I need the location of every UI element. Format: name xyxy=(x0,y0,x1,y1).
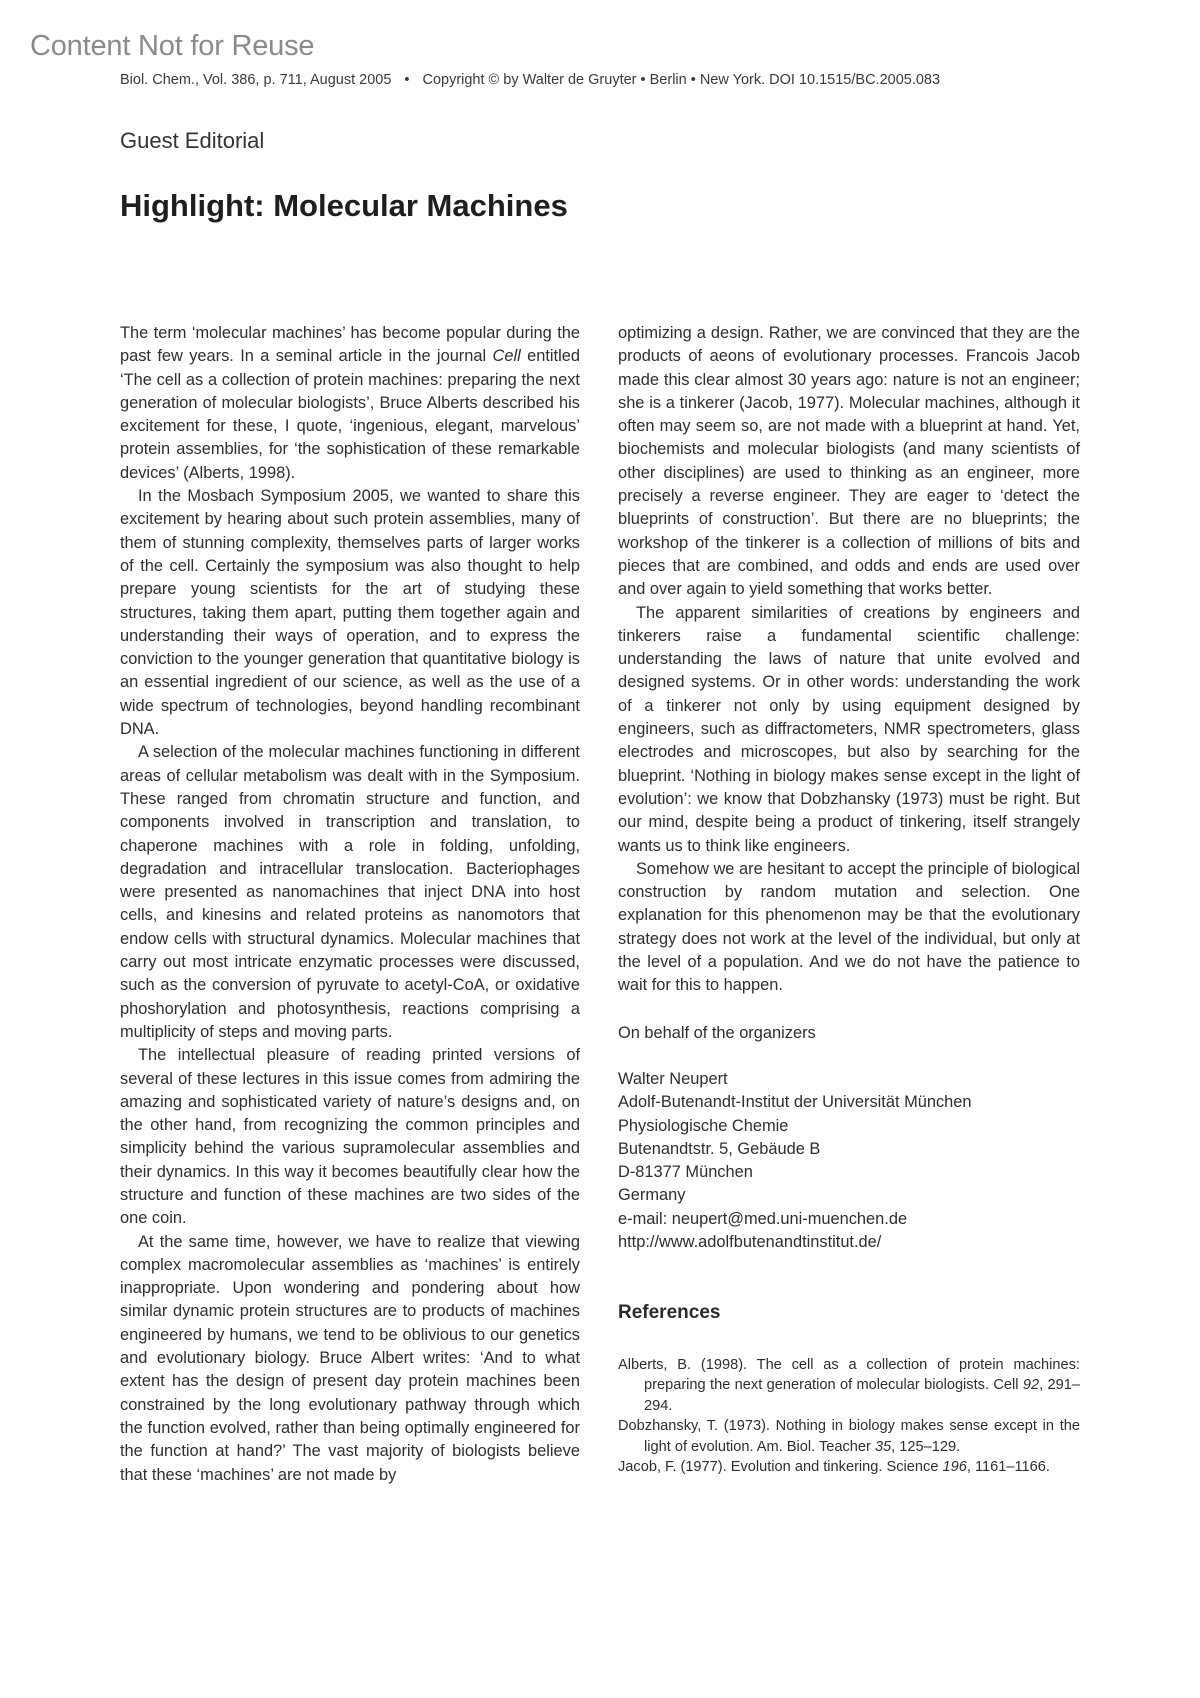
paragraph-5-continued: optimizing a design. Rather, we are convinced that they are the products of aeons of evolutionary processes. Francois Jacob made this clear almost 30 years ago: nature is not an engineer; she is a tinkerer (Jacob, 1977). Molecular machines, although it often may seem so, are not made with a blueprint at hand. Yet, biochemists and molecular biologists (and many scientists of other disciplines) are used to thinking as an engineer, more precisely a reverse engineer. They are eager to ‘detect the blueprints of construction’. But there are no blueprints; the workshop of the tinkerer is a collection of millions of bits and pieces that are combined, and odds and ends are used over and over again to yield something that works better. xyxy=(618,324,1080,599)
paragraph-4: The intellectual pleasure of reading printed versions of several of these lectures in this issue comes from admiring the amazing and sophisticated variety of nature’s designs and, on the other hand, from recognizing the common principles and simplicity behind the various supramolecular assemblies and their dynamics. In this way it becomes beautifully clear how the structure and function of these machines are two sides of the one coin. xyxy=(120,1046,580,1228)
author-department: Physiologische Chemie xyxy=(618,1116,789,1135)
reference-item: Dobzhansky, T. (1973). Nothing in biology makes sense except in the light of evolution. Am. Biol. Teacher 35, 125–129. xyxy=(618,1418,1080,1455)
references-heading: References xyxy=(618,1302,721,1324)
author-country: Germany xyxy=(618,1186,686,1205)
paragraph-7: Somehow we are hesitant to accept the principle of biological construction by random mutation and selection. One explanation for this phenomenon may be that the evolutionary strategy does not work at the level of the individual, but only at the level of a population. And we do not have the patience to wait for this to happen. xyxy=(618,859,1080,995)
author-institute: Adolf-Butenandt-Institut der Universität München xyxy=(618,1093,972,1112)
paragraph-1: The term ‘molecular machines’ has become popular during the past few years. In a seminal article in the journal Cell entitled ‘The cell as a collection of protein machines: preparing the next generation of molecular biologists’, Bruce Alberts described his excitement for these, I quote, ‘ingenious, elegant, marvelous’ protein assemblies, for ‘the sophistication of these remarkable devices’ (Alberts, 1998). xyxy=(120,324,580,482)
author-street: Butenandtstr. 5, Gebäude B xyxy=(618,1139,821,1158)
paragraph-2: In the Mosbach Symposium 2005, we wanted to share this excitement by hearing about such protein assemblies, many of them of stunning complexity, themselves parts of larger works of the cell. Certainly the symposium was also thought to help prepare young scientists for the art of studying these structures, taking them apart, putting them together again and understanding their ways of operation, and to express the conviction to the younger generation that quantitative biology is an essential ingredient of our science, as well as the use of a wide spectrum of technologies, beyond handling recombinant DNA. xyxy=(120,487,580,739)
article-title: Highlight: Molecular Machines xyxy=(120,188,568,223)
reference-item: Jacob, F. (1977). Evolution and tinkering. Science 196, 1161–1166. xyxy=(618,1459,1050,1476)
author-email[interactable]: e-mail: neupert@med.uni-muenchen.de xyxy=(618,1209,908,1228)
author-address xyxy=(618,1068,1080,1254)
author-url[interactable]: http://www.adolfbutenandtinstitut.de/ xyxy=(618,1232,882,1251)
citation: Biol. Chem., Vol. 386, p. 711, August 2005 xyxy=(120,72,392,88)
author-city: D-81377 München xyxy=(618,1163,753,1182)
left-column xyxy=(120,322,580,1487)
paragraph-5: At the same time, however, we have to realize that viewing complex macromolecular assemblies as ‘machines’ is entirely inappropriate. Upon wondering and pondering about how similar dynamic protein structures are to products of machines engineered by humans, we tend to be oblivious to our genetics and evolutionary biology. Bruce Albert writes: ‘And to what extent has the design of present day protein machines been constrained by the long evolutionary pathway through which the function evolved, rather than being optimally engineered for the function at hand?’ The vast majority of biologists believe that these ‘machines’ are not made by xyxy=(120,1232,580,1484)
paragraph-3: A selection of the molecular machines functioning in different areas of cellular metabolism was dealt with in the Symposium. These ranged from chromatin structure and function, and components involved in transcription and translation, to chaperone machines with a role in folding, unfolding, degradation and intracellular translocation. Bacteriophages were presented as nanomachines that inject DNA into host cells, and kinesins and related proteins as nanomotors that endow cells with structural dynamics. Molecular machines that carry out most intricate enzymatic processes were discussed, such as the conversion of pyruvate to acetyl-CoA, or oxidative phoshorylation and photosynthesis, reactions comprising a multiplicity of steps and moving parts. xyxy=(120,743,580,1041)
author-name: Walter Neupert xyxy=(618,1069,728,1088)
watermark: Content Not for Reuse xyxy=(30,30,315,62)
section-label: Guest Editorial xyxy=(120,128,265,153)
signoff: On behalf of the organizers xyxy=(618,1023,816,1042)
journal-name: Cell xyxy=(492,347,521,366)
journal-citation-line xyxy=(120,72,940,88)
copyright-doi: Copyright © by Walter de Gruyter • Berlin • New York. DOI 10.1515/BC.2005.083 xyxy=(422,72,941,88)
reference-item: Alberts, B. (1998). The cell as a collection of protein machines: preparing the next generation of molecular biologists. Cell 92, 291–294. xyxy=(618,1356,1080,1414)
separator: • xyxy=(404,72,410,88)
paragraph-6: The apparent similarities of creations by engineers and tinkerers raise a fundamental scientific challenge: understanding the laws of nature that unite evolved and designed systems. Or in other words: understanding the work of a tinkerer not only by using equipment designed by engineers, such as diffractometers, NMR spectrometers, glass electrodes and microscopes, but also by searching for the blueprint. ‘Nothing in biology makes sense except in the light of evolution’: we know that Dobzhansky (1973) must be right. But our mind, despite being a product of tinkering, itself strangely wants us to think like engineers. xyxy=(618,603,1080,855)
right-column xyxy=(618,322,1080,1478)
references-list xyxy=(618,1355,1080,1478)
